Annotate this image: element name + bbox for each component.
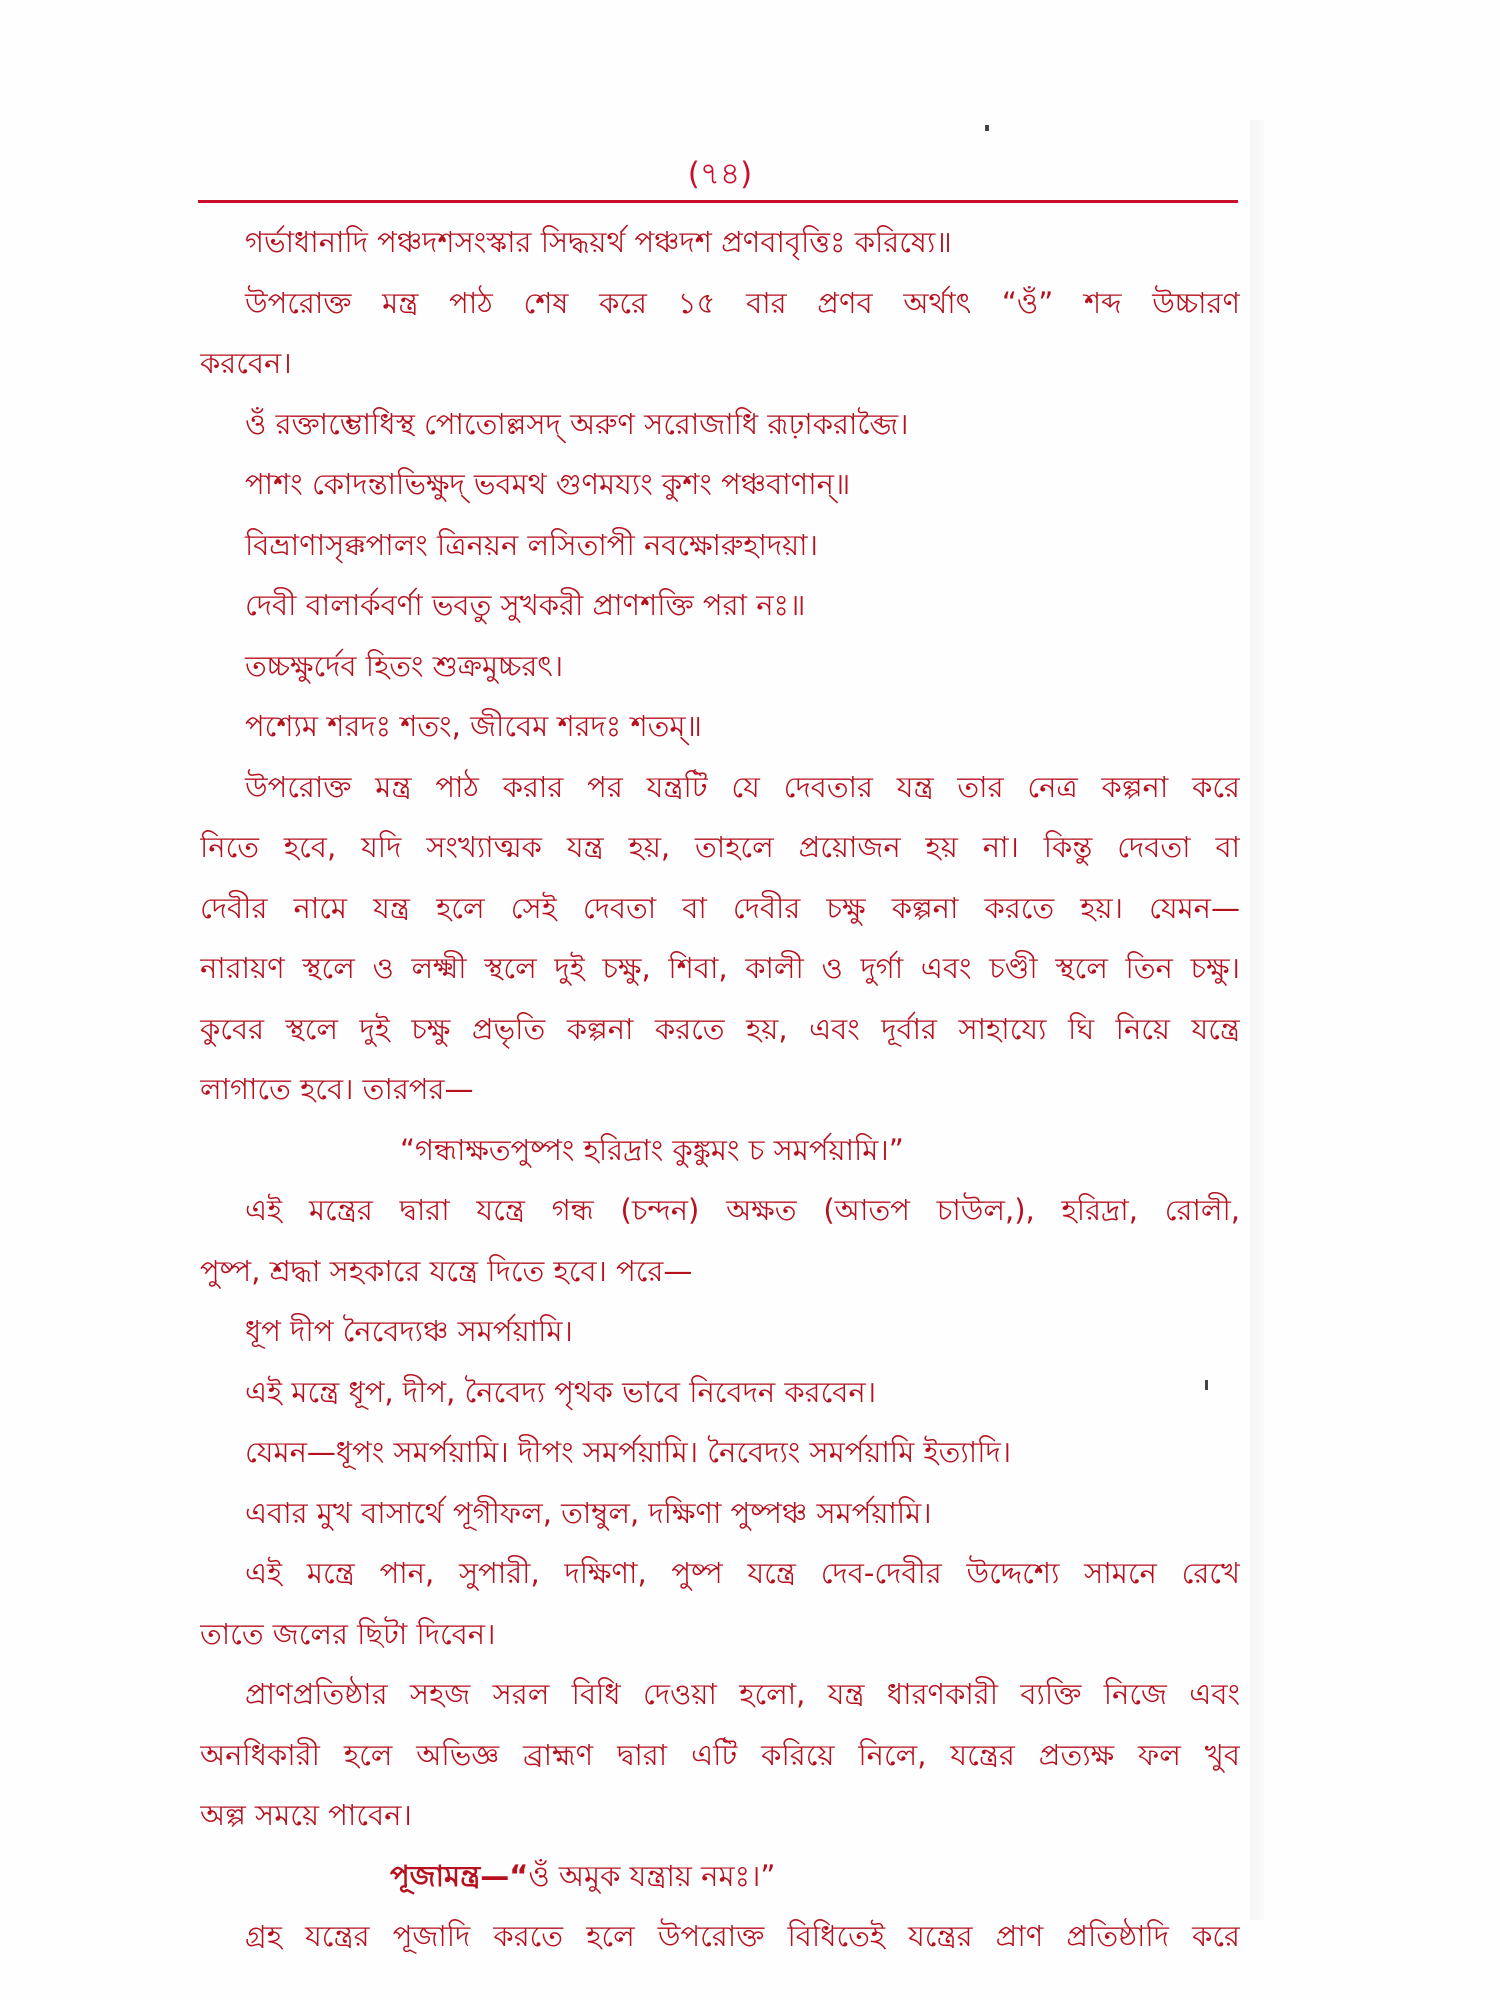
text-line: নারায়ণ স্থলে ও লক্ষ্মী স্থলে দুই চক্ষু, শিবা, কালী ও দুর্গা এবং চণ্ডী স্থলে তিন চক্ষু। <box>200 951 1240 985</box>
text-line: উপরোক্ত মন্ত্র পাঠ শেষ করে ১৫ বার প্রণব অর্থাৎ “ওঁ” শব্দ উচ্চারণ <box>245 285 1240 320</box>
text-line: গর্ভাধানাদি পঞ্চদশসংস্কার সিদ্ধয়র্থ পঞ্চদশ প্রণবাবৃত্তিঃ করিষ্যে॥ <box>245 225 952 259</box>
scan-speck <box>1205 1380 1208 1390</box>
quoted-mantra: “গন্ধাক্ষতপুষ্পং হরিদ্রাং কুঙ্কুমং চ সমর্পয়ামি।” <box>400 1132 904 1167</box>
mantra-line: ধূপ দীপ নৈবেদ্যঞ্চ সমর্পয়ামি। <box>245 1314 573 1348</box>
mantra-line: দেবী বালার্কবর্ণা ভবতু সুখকরী প্রাণশক্তি পরা নঃ॥ <box>245 588 806 622</box>
scan-speck <box>985 125 989 131</box>
text-line: দেবীর নামে যন্ত্র হলে সেই দেবতা বা দেবীর চক্ষু কল্পনা করতে হয়। যেমন— <box>200 890 1240 925</box>
mantra-line: বিভ্রাণাসৃক্কপালং ত্রিনয়ন লসিতাপী নবক্ষোরুহাদয়া। <box>245 527 818 562</box>
text-line: তাতে জলের ছিটা দিবেন। <box>200 1616 496 1651</box>
page-edge-shadow <box>1250 120 1264 1920</box>
text-line: লাগাতে হবে। তারপর— <box>200 1072 474 1106</box>
puja-mantra-label: পূজামন্ত্র—“ <box>390 1858 529 1893</box>
page-body <box>200 212 1240 1967</box>
text-line: প্রাণপ্রতিষ্ঠার সহজ সরল বিধি দেওয়া হলো, যন্ত্র ধারণকারী ব্যক্তি নিজে এবং <box>245 1677 1240 1711</box>
text-line: নিতে হবে, যদি সংখ্যাত্মক যন্ত্র হয়, তাহলে প্রয়োজন হয় না। কিন্তু দেবতা বা <box>200 830 1240 864</box>
mantra-line: তচ্চক্ষুর্দেব হিতং শুক্রমুচ্চরৎ। <box>245 648 564 683</box>
text-line: এই মন্ত্রের দ্বারা যন্ত্রে গন্ধ (চন্দন) অক্ষত (আতপ চাউল,), হরিদ্রা, রোলী, <box>245 1193 1240 1227</box>
text-line: গ্রহ যন্ত্রের পূজাদি করতে হলে উপরোক্ত বিধিতেই যন্ত্রের প্রাণ প্রতিষ্ঠাদি করে <box>245 1919 1240 1953</box>
page-number: (৭৪) <box>687 156 753 192</box>
text-line: কুবের স্থলে দুই চক্ষু প্রভৃতি কল্পনা করতে হয়, এবং দূর্বার সাহায্যে ঘি নিয়ে যন্ত্রে <box>200 1011 1240 1046</box>
text-line: করবেন। <box>200 346 292 380</box>
puja-mantra-line <box>200 1846 1240 1907</box>
text-line: এই মন্ত্রে ধূপ, দীপ, নৈবেদ্য পৃথক ভাবে নিবেদন করবেন। <box>245 1374 877 1409</box>
text-line: এই মন্ত্রে পান, সুপারী, দক্ষিণা, পুষ্প যন্ত্রে দেব-দেবীর উদ্দেশ্যে সামনে রেখে <box>245 1556 1240 1590</box>
text-line: উপরোক্ত মন্ত্র পাঠ করার পর যন্ত্রটি যে দেবতার যন্ত্র তার নেত্র কল্পনা করে <box>245 769 1240 804</box>
puja-mantra-text: ওঁ অমুক যন্ত্রায় নমঃ।” <box>528 1858 776 1893</box>
text-line: অল্প সময়ে পাবেন। <box>200 1798 412 1832</box>
text-line: পুষ্প, শ্রদ্ধা সহকারে যন্ত্রে দিতে হবে। পরে— <box>200 1253 693 1288</box>
header-rule <box>198 200 1238 203</box>
mantra-line: পাশং কোদন্তাভিক্ষুদ্ ভবমথ গুণময্যং কুশং পঞ্চবাণান্॥ <box>245 467 851 501</box>
text-line: অনধিকারী হলে অভিজ্ঞ ব্রাহ্মণ দ্বারা এটি করিয়ে নিলে, যন্ত্রের প্রত্যক্ষ ফল খুব <box>200 1737 1240 1772</box>
text-line: এবার মুখ বাসার্থে পূগীফল, তাম্বুল, দক্ষিণা পুষ্পঞ্চ সমর্পয়ামি। <box>245 1495 932 1530</box>
text-line: যেমন—ধূপং সমর্পয়ামি। দীপং সমর্পয়ামি। নৈবেদ্যং সমর্পয়ামি ইত্যাদি। <box>245 1435 1012 1469</box>
mantra-line: ওঁ রক্তাম্ভোধিস্থ পোতোল্লসদ্ অরুণ সরোজাধি রূঢ়াকরাব্জৈ। <box>245 406 909 441</box>
mantra-line: পশ্যেম শরদঃ শতং, জীবেম শরদঃ শতম্॥ <box>245 709 702 743</box>
